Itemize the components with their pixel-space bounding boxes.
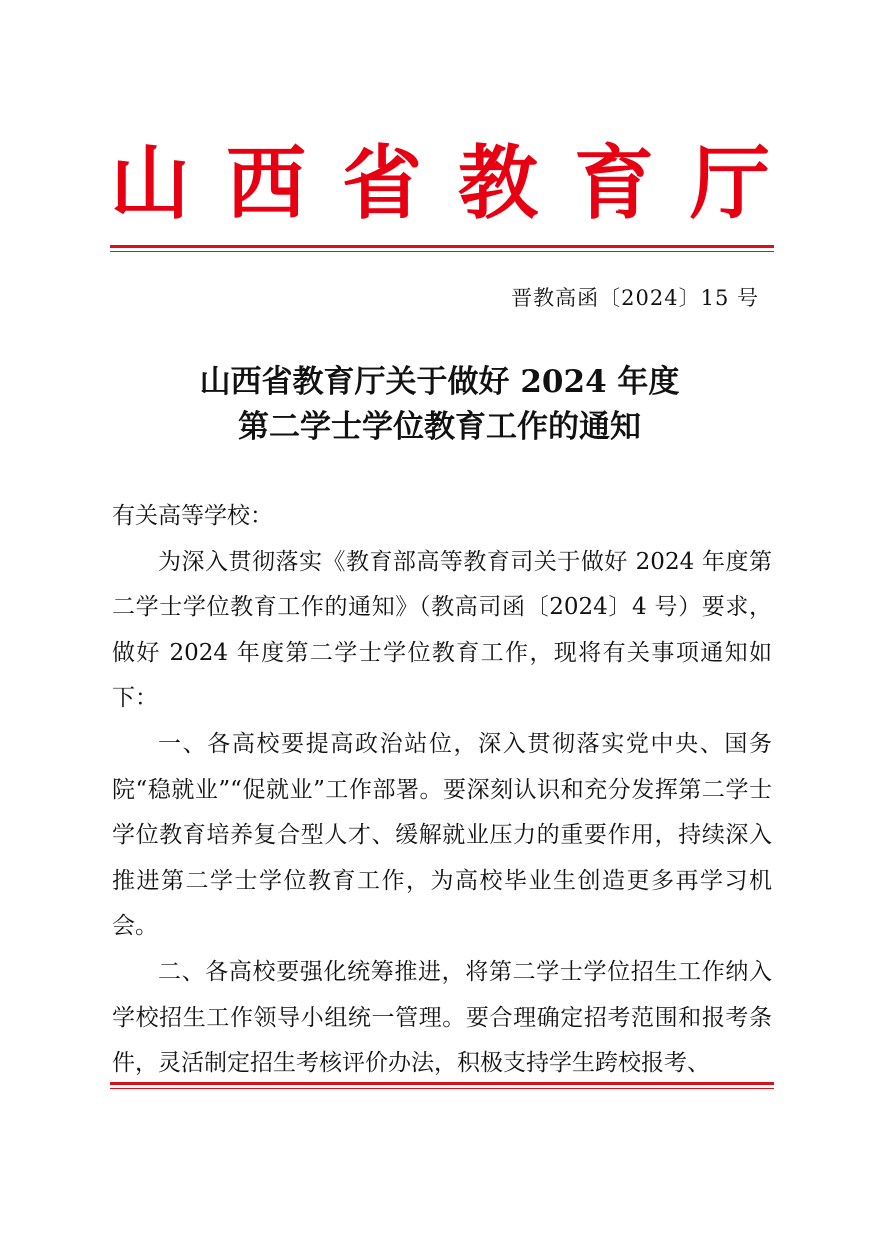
letterhead-char-3: 省 bbox=[342, 137, 422, 230]
body-paragraph-3: 二、各高校要强化统筹推进，将第二学士学位招生工作纳入学校招生工作领导小组统一管理。要合理确定招考范围和报考条件，灵活制定招生考核评价办法，积极支持学生跨校报考、 bbox=[112, 958, 772, 1077]
body-paragraph-2: 一、各高校要提高政治站位，深入贯彻落实党中央、国务院“稳就业”“促就业”工作部署。要深刻认识和充分发挥第二学士学位教育培养复合型人才、缓解就业压力的重要作用，持续深入推进第二学士学位教育工作，为高校毕业生创造更多再学习机会。 bbox=[112, 730, 772, 940]
footer-divider bbox=[110, 1082, 774, 1089]
letterhead-char-4: 教 bbox=[458, 137, 538, 230]
body-paragraph-1: 为深入贯彻落实《教育部高等教育司关于做好 2024 年度第二学士学位教育工作的通知》（教高司函〔2024〕4 号）要求，做好 2024 年度第二学士学位教育工作，现将有关事项通知如下： bbox=[112, 548, 772, 712]
title-line-2: 第二学士学位教育工作的通知 bbox=[238, 409, 641, 445]
letterhead-char-1: 山 bbox=[110, 137, 190, 230]
document-number: 晋教高函〔2024〕15 号 bbox=[511, 286, 759, 310]
body-text bbox=[112, 494, 772, 1087]
header-divider bbox=[110, 245, 774, 252]
letterhead-char-2: 西 bbox=[226, 137, 306, 230]
issuer-letterhead bbox=[110, 138, 770, 230]
letterhead-char-5: 育 bbox=[574, 137, 654, 230]
salutation: 有关高等学校： bbox=[112, 503, 273, 529]
letterhead-char-6: 厅 bbox=[690, 137, 770, 230]
title-line-1: 山西省教育厅关于做好 2024 年度 bbox=[199, 364, 680, 400]
